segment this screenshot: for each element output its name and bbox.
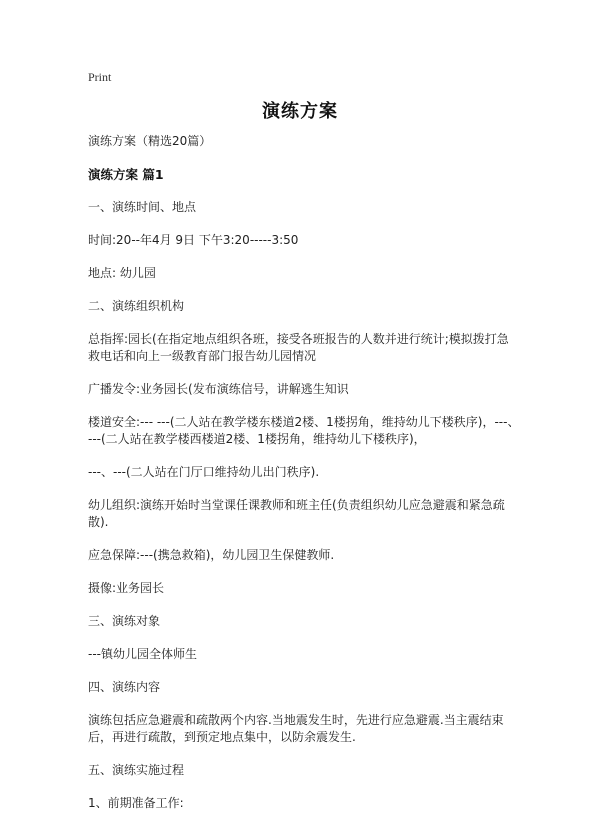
page-title: 演练方案	[262, 101, 338, 122]
paragraph: 广播发令:业务园长(发布演练信号，讲解逃生知识	[88, 382, 349, 396]
print-label: Print	[88, 70, 112, 84]
paragraph: 四、演练内容	[88, 680, 161, 694]
document-body	[88, 133, 520, 828]
paragraph: 五、演练实施过程	[88, 763, 185, 777]
document-subtitle: 演练方案（精选20篇）	[88, 134, 212, 148]
paragraph: 1、前期准备工作:	[88, 796, 184, 810]
paragraph: 总指挥:园长(在指定地点组织各班，接受各班报告的人数并进行统计;模拟拨打急救电话和向上一级教育部门报告幼儿园情况	[88, 332, 509, 363]
paragraph: 幼儿组织:演练开始时当堂课任课教师和班主任(负责组织幼儿应急避震和紧急疏散).	[88, 498, 505, 529]
paragraph: ---镇幼儿园全体师生	[88, 647, 197, 661]
paragraph: 演练包括应急避震和疏散两个内容.当地震发生时，先进行应急避震.当主震结束后，再进行疏散，到预定地点集中，以防余震发生.	[88, 713, 504, 744]
paragraph: 三、演练对象	[88, 614, 161, 628]
paragraph: 一、演练时间、地点	[88, 200, 197, 214]
paragraph: 时间:20--年4月 9日 下午3:20-----3:50	[88, 233, 299, 247]
paragraph: 地点: 幼儿园	[88, 266, 156, 280]
paragraph: 楼道安全:--- ---(二人站在教学楼东楼道2楼、1楼拐角，维持幼儿下楼秩序)，---、---(二人站在教学楼西楼道2楼、1楼拐角，维持幼儿下楼秩序)，	[88, 415, 520, 446]
section-title: 演练方案 篇1	[88, 167, 164, 182]
paragraph: ---、---(二人站在门厅口维持幼儿出门秩序).	[88, 465, 320, 479]
paragraph: 二、演练组织机构	[88, 299, 185, 313]
paragraph: 应急保障:---(携急救箱)，幼儿园卫生保健教师.	[88, 548, 335, 562]
paragraph: 摄像:业务园长	[88, 581, 165, 595]
